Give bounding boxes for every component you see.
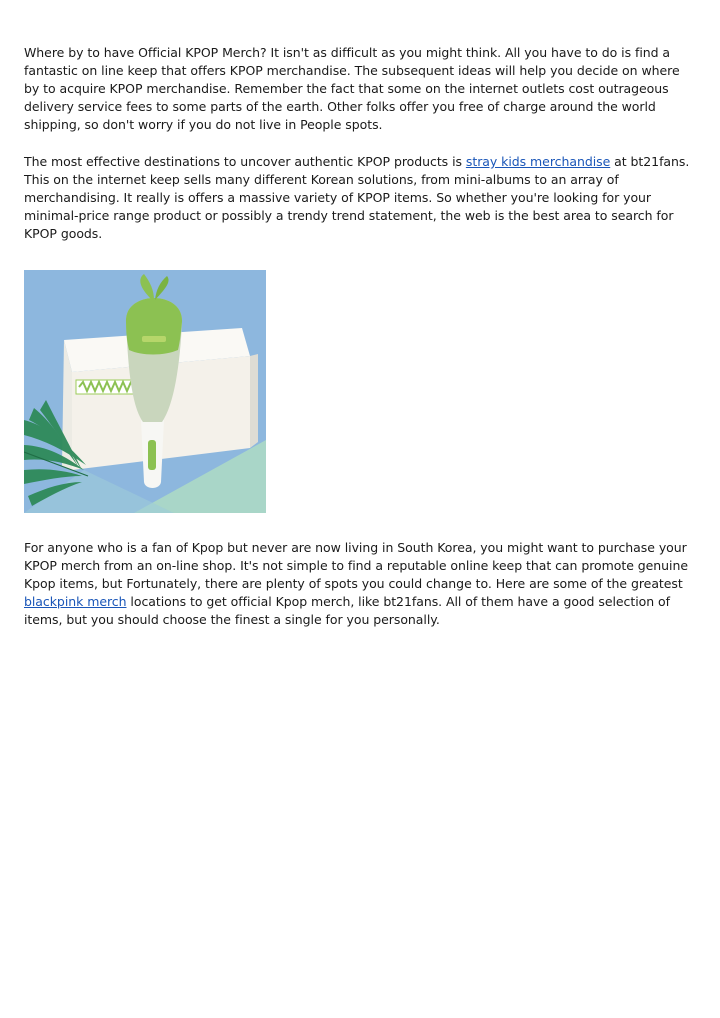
document-body <box>24 44 696 629</box>
stray-kids-merchandise-link[interactable]: stray kids merchandise <box>465 154 611 169</box>
paragraph-destinations <box>24 153 696 243</box>
lightstick-photo <box>24 270 266 513</box>
lightstick-photo-graphic <box>24 270 266 513</box>
paragraph-fans <box>24 539 696 629</box>
paragraph-intro <box>24 44 696 134</box>
blackpink-merch-link[interactable]: blackpink merch <box>24 594 127 609</box>
paragraph-destinations-after: at bt21fans. This on the internet keep sells many different Korean solutions, from mini-albums to an array of merchandising. It really is offers a massive variety of KPOP items. So whether you're looking for your minimal-price range product or possibly a trendy trend statement, the web is the best area to search for KPOP goods. <box>24 154 690 241</box>
paragraph-destinations-before: The most effective destinations to uncover authentic KPOP products is <box>24 154 466 169</box>
paragraph-fans-before: For anyone who is a fan of Kpop but never are now living in South Korea, you might want to purchase your KPOP merch from an on-line shop. It's not simple to find a reputable online keep that can promote genuine Kpop items, but Fortunately, there are plenty of spots you could change to. Here are some of the greatest <box>24 540 688 591</box>
paragraph-intro-text: Where by to have Official KPOP Merch? It isn't as difficult as you might think. All you have to do is find a fantastic on line keep that offers KPOP merchandise. The subsequent ideas will help you decide on where by to acquire KPOP merchandise. Remember the fact that some on the internet outlets cost outrageous delivery service fees to some parts of the earth. Other folks offer you free of charge around the world shipping, so don't worry if you do not live in People spots. <box>24 45 680 132</box>
paragraph-fans-after: locations to get official Kpop merch, like bt21fans. All of them have a good selection of items, but you should choose the finest a single for you personally. <box>24 594 670 627</box>
